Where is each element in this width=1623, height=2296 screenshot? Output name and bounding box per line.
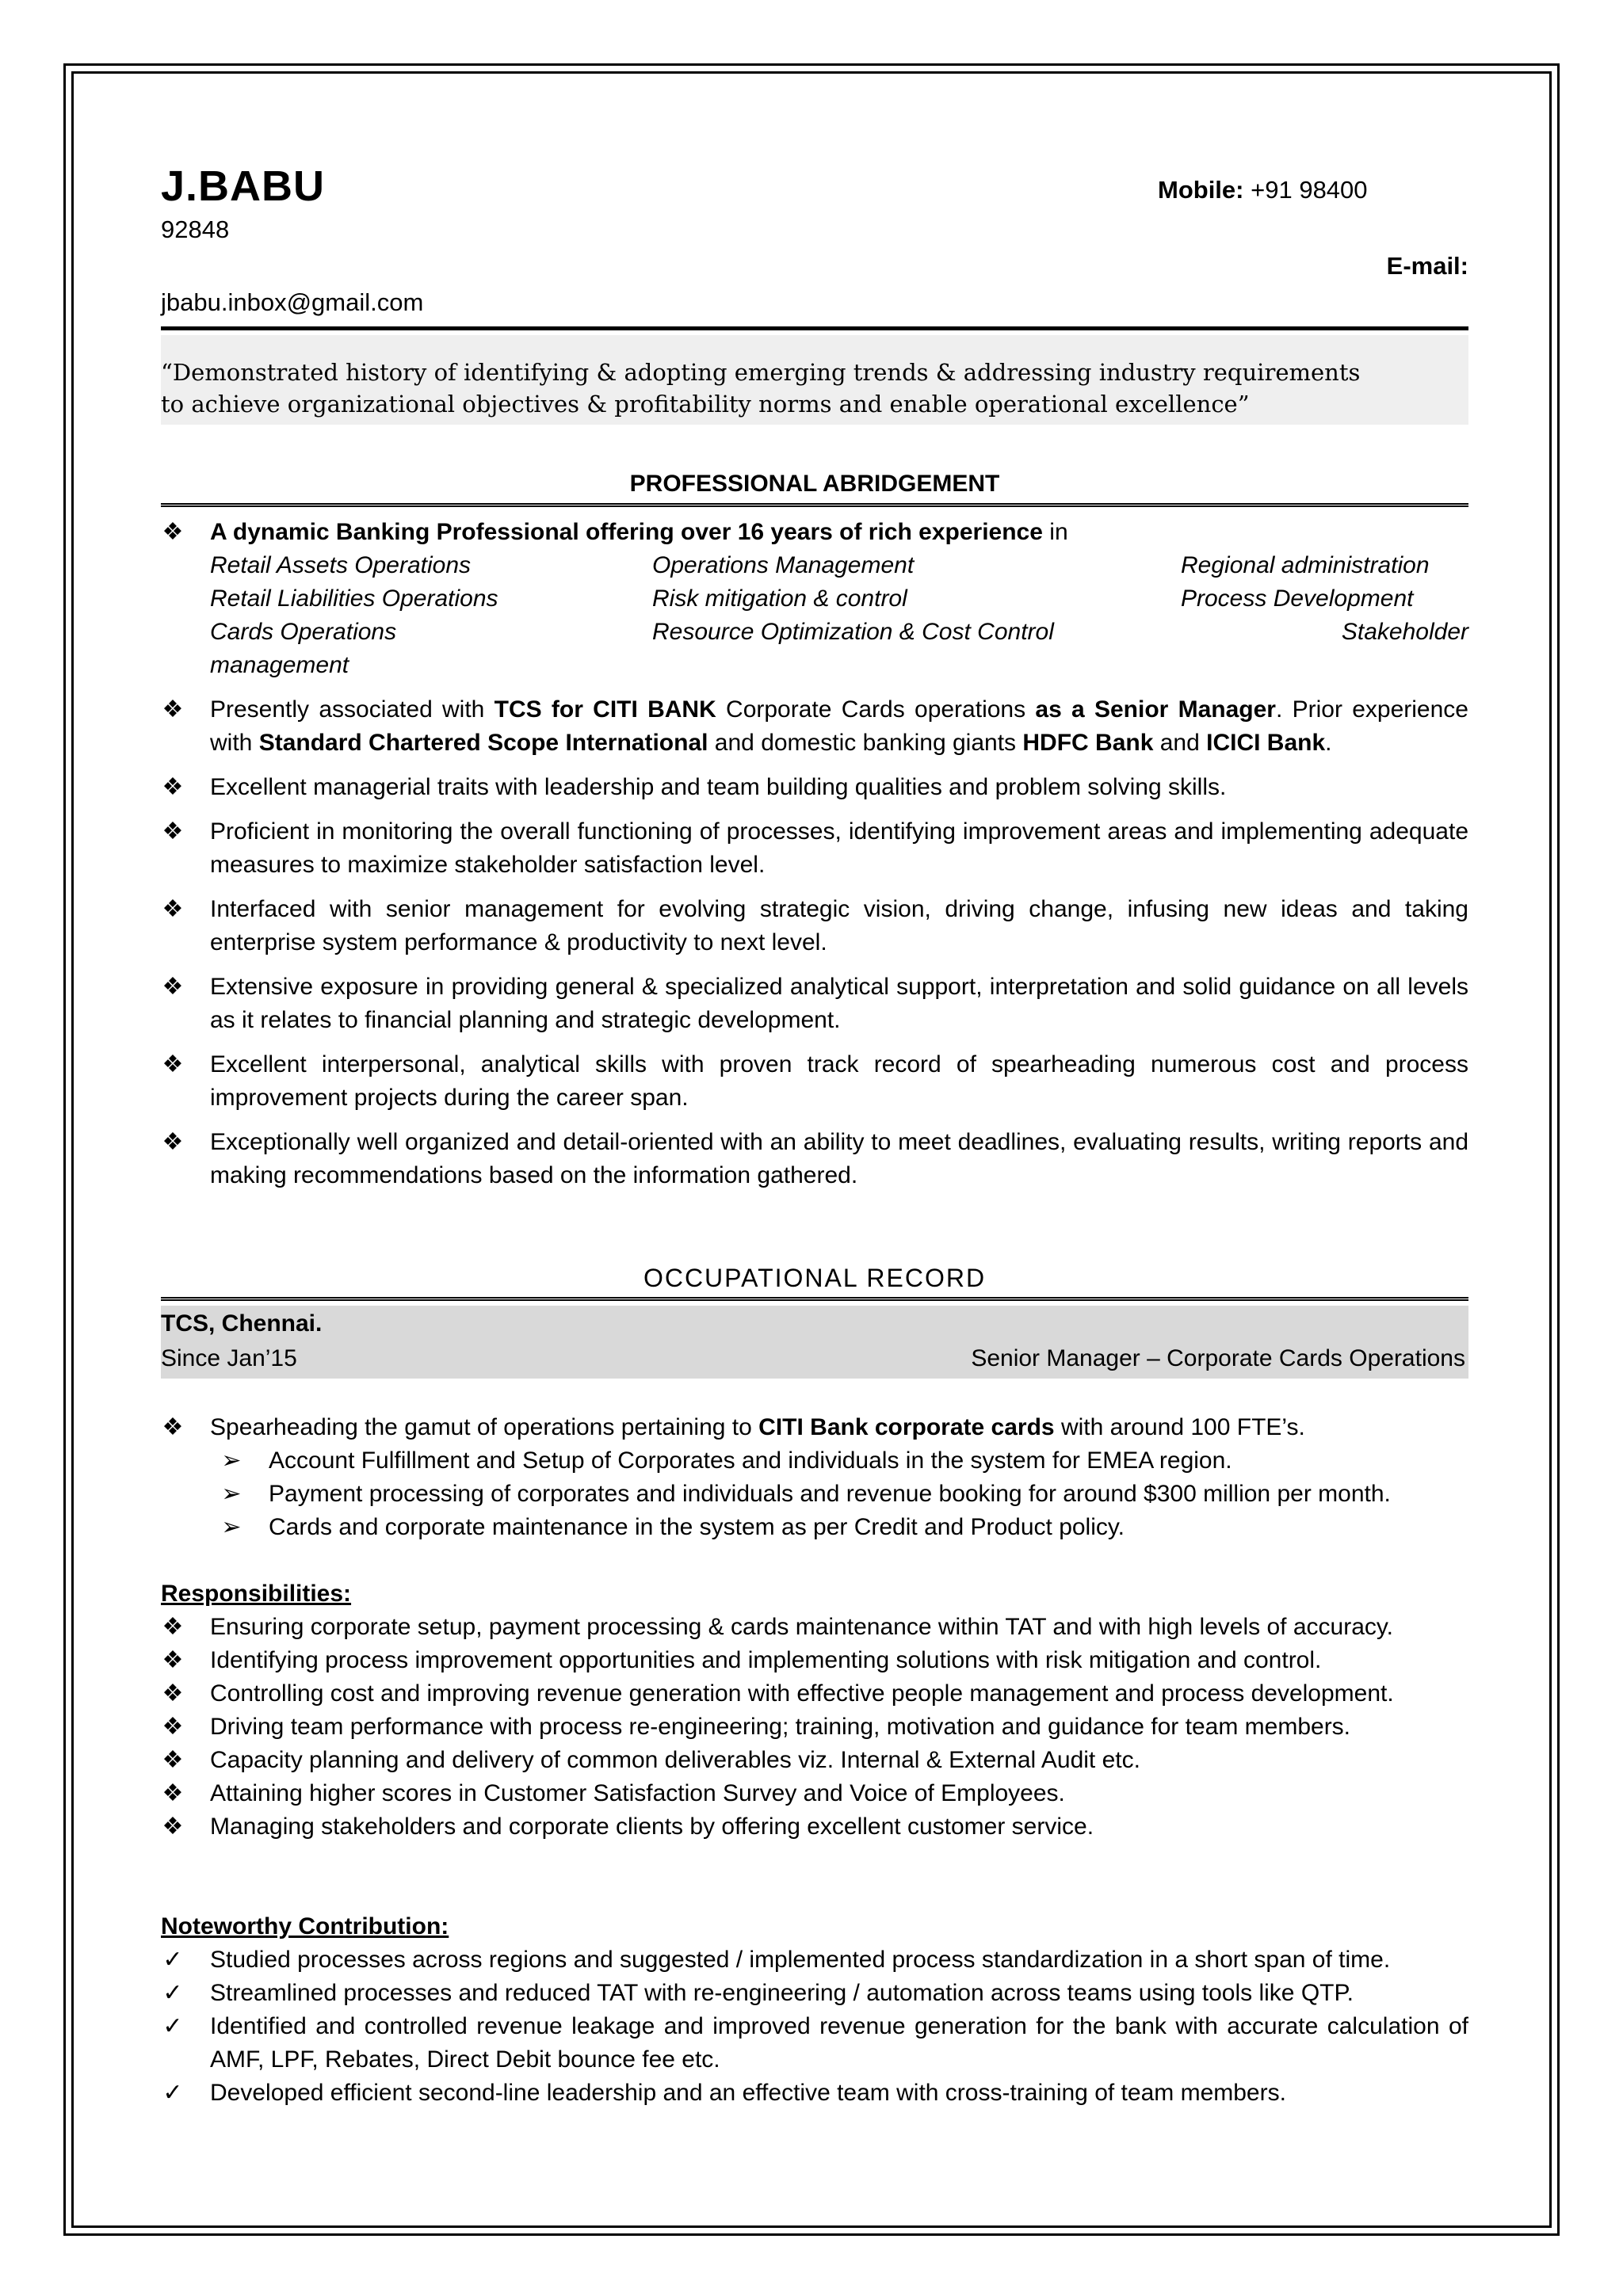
section-title-occupational: OCCUPATIONAL RECORD (643, 1264, 987, 1292)
quote-line-2: to achieve organizational objectives & profitability norms and enable operational excellence” (161, 391, 1250, 418)
text-run: . Prior experience with (210, 696, 1468, 756)
sub-item (161, 1444, 1468, 1478)
list-item-text: Streamlined processes and reduced TAT with re-engineering / automation across teams using tools like QTP. (210, 1980, 1354, 2006)
candidate-name: J.BABU (161, 162, 326, 210)
email-value: jbabu.inbox@gmail.com (161, 288, 424, 316)
lead-tail: in (1042, 519, 1068, 545)
mobile-line (1158, 174, 1368, 207)
list-item-text: Driving team performance with process re-engineering; training, motivation and guidance for team members. (210, 1714, 1351, 1740)
diamond-bullet-icon: ❖ (162, 1414, 184, 1440)
list-item-text: Developed efficient second-line leadership and an effective team with cross-training of team members. (210, 2080, 1286, 2106)
area-item: Risk mitigation & control (652, 585, 907, 612)
diamond-bullet-icon: ❖ (162, 1614, 184, 1640)
list-item (161, 1677, 1468, 1711)
mobile-value: +91 98400 (1251, 176, 1368, 204)
header-rule (161, 326, 1468, 330)
area-item: Process Development (1181, 585, 1414, 612)
diamond-bullet-icon: ❖ (162, 1051, 184, 1077)
job-start-date: Since Jan’15 (161, 1345, 297, 1371)
list-item (161, 1977, 1468, 2010)
text-run: and (1153, 730, 1207, 756)
job-title: Senior Manager – Corporate Cards Operations (971, 1345, 1465, 1371)
list-item (161, 516, 1468, 549)
diamond-bullet-icon: ❖ (162, 1129, 184, 1155)
list-item (161, 1048, 1468, 1115)
list-item (161, 1126, 1468, 1192)
diamond-bullet-icon: ❖ (162, 896, 184, 922)
contributions-list (161, 1943, 1468, 2110)
job-summary-list (161, 1411, 1468, 1544)
list-item (161, 893, 1468, 959)
check-bullet-icon: ✓ (162, 1980, 183, 2006)
diamond-bullet-icon: ❖ (162, 818, 184, 845)
diamond-bullet-icon: ❖ (162, 1680, 184, 1707)
text-bold: HDFC Bank (1022, 730, 1154, 756)
check-bullet-icon: ✓ (162, 1947, 183, 1973)
list-item-text: Studied processes across regions and suggested / implemented process standardization in a short span of time. (210, 1947, 1391, 1973)
area-item: Regional administration (1181, 552, 1430, 578)
list-item-text: Excellent managerial traits with leadership and team building qualities and problem solving skills. (210, 774, 1227, 800)
arrow-bullet-icon: ➢ (221, 1514, 242, 1540)
area-item: management (210, 652, 349, 678)
text-bold: CITI Bank corporate cards (758, 1414, 1055, 1440)
diamond-bullet-icon: ❖ (162, 1747, 184, 1773)
text-run: Corporate Cards operations (716, 696, 1036, 723)
sub-item (161, 1478, 1468, 1511)
list-item-text: Identified and controlled revenue leakage and improved revenue generation for the bank with accurate calculation of AMF, LPF, Rebates, Direct Debit bounce fee etc. (210, 2013, 1468, 2073)
list-item (161, 1611, 1468, 1644)
sub-item-text: Cards and corporate maintenance in the system as per Credit and Product policy. (269, 1514, 1125, 1540)
list-item (161, 971, 1468, 1037)
mobile-label: Mobile: (1158, 176, 1244, 204)
text-bold: as a Senior Manager (1035, 696, 1276, 723)
diamond-bullet-icon: ❖ (162, 1714, 184, 1740)
list-item-text: Excellent interpersonal, analytical skills with proven track record of spearheading numerous cost and process improvement projects during the career span. (210, 1051, 1468, 1111)
mobile-value-tail: 92848 (161, 215, 230, 243)
text-run: Spearheading the gamut of operations pertaining to (210, 1414, 759, 1440)
list-item (161, 1744, 1468, 1777)
responsibilities-heading: Responsibilities: (161, 1581, 352, 1607)
quote-line-1: “Demonstrated history of identifying & adopting emerging trends & addressing industry requirements (161, 359, 1361, 386)
text-run: . (1325, 730, 1332, 756)
arrow-bullet-icon: ➢ (221, 1447, 242, 1474)
list-item (161, 1943, 1468, 1977)
check-bullet-icon: ✓ (162, 2013, 183, 2039)
list-item (161, 693, 1468, 760)
text-bold: TCS for CITI BANK (494, 696, 716, 723)
diamond-bullet-icon: ❖ (162, 974, 184, 1000)
list-item (161, 1644, 1468, 1677)
section-rule (161, 1297, 1468, 1301)
diamond-bullet-icon: ❖ (162, 1814, 184, 1840)
list-item-text: Extensive exposure in providing general & specialized analytical support, interpretation and solid guidance on all levels as it relates to financial planning and strategic development. (210, 974, 1468, 1033)
lead-bold: A dynamic Banking Professional offering over 16 years of rich experience (210, 519, 1043, 545)
list-item-text: Ensuring corporate setup, payment processing & cards maintenance within TAT and with high levels of accuracy. (210, 1614, 1393, 1640)
area-item: Cards Operations (210, 619, 397, 645)
text-run: Presently associated with (210, 696, 495, 723)
sub-item-text: Payment processing of corporates and individuals and revenue booking for around $300 million per month. (269, 1481, 1391, 1507)
area-item: Operations Management (652, 552, 915, 578)
area-item: Stakeholder (1341, 619, 1468, 645)
list-item (161, 2010, 1468, 2077)
list-item (161, 2077, 1468, 2110)
contributions-heading: Noteworthy Contribution: (161, 1913, 449, 1939)
expertise-areas (161, 549, 1468, 682)
email-label: E-mail: (1386, 252, 1468, 280)
section-rule (161, 503, 1468, 507)
text-run: and domestic banking giants (708, 730, 1023, 756)
list-item-text: Capacity planning and delivery of common deliverables viz. Internal & External Audit etc. (210, 1747, 1140, 1773)
diamond-bullet-icon: ❖ (162, 1780, 184, 1806)
diamond-bullet-icon: ❖ (162, 696, 184, 723)
list-item (161, 1711, 1468, 1744)
arrow-bullet-icon: ➢ (221, 1481, 242, 1507)
diamond-bullet-icon: ❖ (162, 774, 184, 800)
check-bullet-icon: ✓ (162, 2080, 183, 2106)
area-item: Retail Assets Operations (210, 552, 472, 578)
job-header (161, 1306, 1468, 1379)
list-item-text: Identifying process improvement opportunities and implementing solutions with risk mitigation and control. (210, 1647, 1322, 1673)
sub-item (161, 1511, 1468, 1544)
diamond-bullet-icon: ❖ (162, 519, 184, 545)
list-item-text: Interfaced with senior management for evolving strategic vision, driving change, infusing new ideas and taking enterprise system performance & productivity to next level. (210, 896, 1468, 955)
list-item-text: Attaining higher scores in Customer Satisfaction Survey and Voice of Employees. (210, 1780, 1065, 1806)
professional-list (161, 516, 1468, 1192)
sub-item-text: Account Fulfillment and Setup of Corporates and individuals in the system for EMEA region. (269, 1447, 1232, 1474)
responsibilities-list (161, 1611, 1468, 1844)
list-item-text: Proficient in monitoring the overall functioning of processes, identifying improvement areas and implementing adequate measures to maximize stakeholder satisfaction level. (210, 818, 1468, 878)
list-item (161, 815, 1468, 882)
text-bold: Standard Chartered Scope International (258, 730, 708, 756)
area-item: Retail Liabilities Operations (210, 585, 498, 612)
area-item: Resource Optimization & Cost Control (652, 619, 1054, 645)
summary-quote (161, 357, 1445, 420)
list-item-text: Exceptionally well organized and detail-oriented with an ability to meet deadlines, evaluating results, writing reports and making recommendations based on the information gathered. (210, 1129, 1468, 1188)
list-item (161, 1810, 1468, 1844)
company-name: TCS, Chennai. (161, 1310, 323, 1337)
list-item (161, 1777, 1468, 1810)
diamond-bullet-icon: ❖ (162, 1647, 184, 1673)
list-item-text: Controlling cost and improving revenue generation with effective people management and process development. (210, 1680, 1394, 1707)
list-item (161, 771, 1468, 804)
list-item (161, 1411, 1468, 1444)
section-title-professional: PROFESSIONAL ABRIDGEMENT (629, 471, 1000, 497)
text-bold: ICICI Bank (1206, 730, 1326, 756)
text-run: with around 100 FTE’s. (1054, 1414, 1305, 1440)
list-item-text: Managing stakeholders and corporate clients by offering excellent customer service. (210, 1814, 1094, 1840)
